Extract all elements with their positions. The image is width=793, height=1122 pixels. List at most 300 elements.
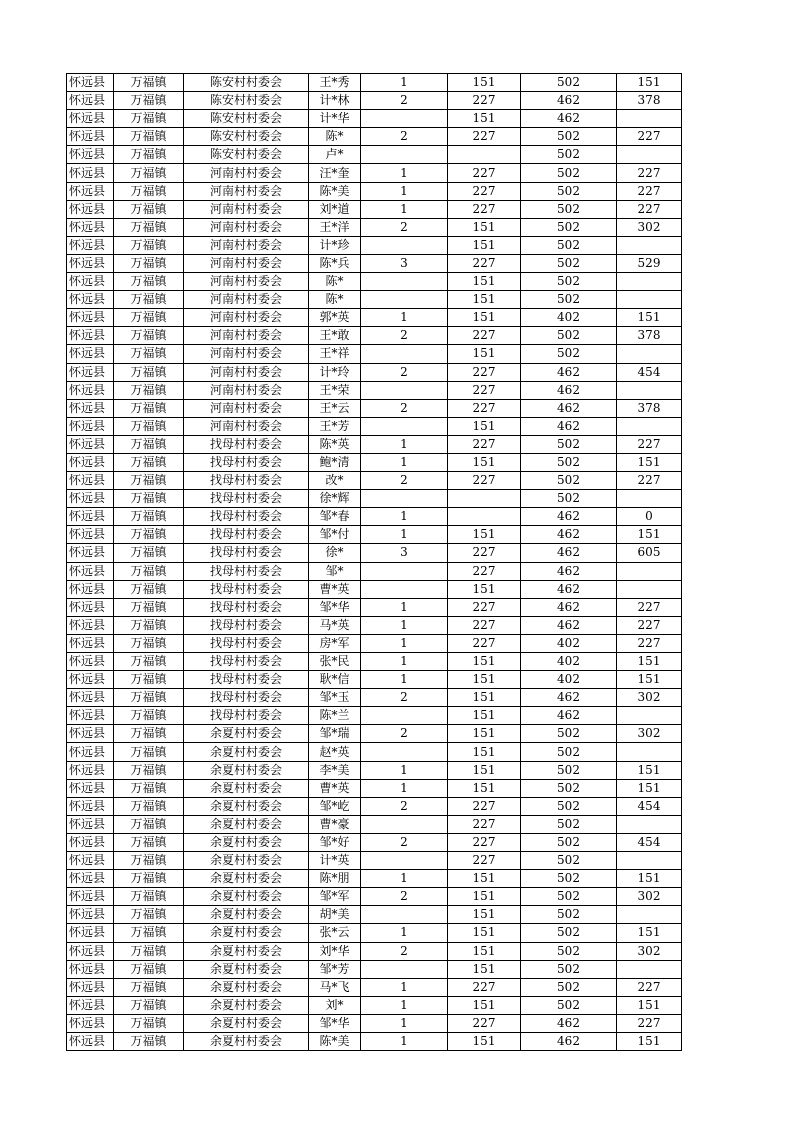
name-cell: 王*祥: [309, 345, 361, 363]
total-cell: 227: [617, 182, 682, 200]
table-row: [67, 779, 682, 797]
table-row: [67, 833, 682, 851]
amount-a-cell: 227: [448, 797, 521, 815]
amount-b-cell: 462: [521, 363, 617, 381]
name-cell: 陈*朋: [309, 870, 361, 888]
total-cell: 302: [617, 725, 682, 743]
amount-a-cell: 227: [448, 435, 521, 453]
table-row: [67, 653, 682, 671]
amount-a-cell: 227: [448, 182, 521, 200]
town-cell: 万福镇: [114, 417, 184, 435]
total-cell: 227: [617, 598, 682, 616]
count-cell: [361, 562, 448, 580]
village-committee-cell: 余夏村村委会: [184, 924, 309, 942]
village-committee-cell: 余夏村村委会: [184, 870, 309, 888]
county-cell: 怀远县: [67, 526, 114, 544]
name-cell: 邹*华: [309, 598, 361, 616]
count-cell: 1: [361, 164, 448, 182]
amount-b-cell: 402: [521, 634, 617, 652]
amount-b-cell: 502: [521, 182, 617, 200]
county-cell: 怀远县: [67, 74, 114, 92]
village-committee-cell: 河南村村委会: [184, 200, 309, 218]
amount-b-cell: 502: [521, 146, 617, 164]
amount-b-cell: 502: [521, 815, 617, 833]
amount-b-cell: 462: [521, 92, 617, 110]
village-committee-cell: 余夏村村委会: [184, 1014, 309, 1032]
count-cell: 1: [361, 200, 448, 218]
county-cell: 怀远县: [67, 761, 114, 779]
village-committee-cell: 找母村村委会: [184, 562, 309, 580]
name-cell: 邹*军: [309, 888, 361, 906]
amount-b-cell: 502: [521, 833, 617, 851]
town-cell: 万福镇: [114, 291, 184, 309]
amount-a-cell: 151: [448, 996, 521, 1014]
amount-b-cell: 502: [521, 743, 617, 761]
amount-a-cell: 151: [448, 888, 521, 906]
name-cell: 王*荣: [309, 381, 361, 399]
amount-b-cell: 462: [521, 110, 617, 128]
table-row: [67, 508, 682, 526]
county-cell: 怀远县: [67, 435, 114, 453]
table-row: [67, 725, 682, 743]
total-cell: 151: [617, 870, 682, 888]
amount-b-cell: 502: [521, 978, 617, 996]
amount-a-cell: 227: [448, 92, 521, 110]
name-cell: 李*美: [309, 761, 361, 779]
amount-b-cell: 502: [521, 200, 617, 218]
total-cell: 151: [617, 1032, 682, 1050]
county-cell: 怀远县: [67, 616, 114, 634]
total-cell: 378: [617, 92, 682, 110]
amount-b-cell: 462: [521, 1014, 617, 1032]
total-cell: 227: [617, 978, 682, 996]
amount-b-cell: 462: [521, 1032, 617, 1050]
name-cell: 刘*道: [309, 200, 361, 218]
count-cell: 1: [361, 1014, 448, 1032]
town-cell: 万福镇: [114, 490, 184, 508]
county-cell: 怀远县: [67, 128, 114, 146]
county-cell: 怀远县: [67, 236, 114, 254]
village-committee-cell: 余夏村村委会: [184, 906, 309, 924]
town-cell: 万福镇: [114, 598, 184, 616]
table-row: [67, 526, 682, 544]
table-row: [67, 164, 682, 182]
total-cell: [617, 743, 682, 761]
total-cell: 151: [617, 74, 682, 92]
count-cell: 1: [361, 74, 448, 92]
amount-b-cell: 502: [521, 779, 617, 797]
amount-a-cell: 151: [448, 1032, 521, 1050]
count-cell: 1: [361, 779, 448, 797]
amount-a-cell: 227: [448, 164, 521, 182]
town-cell: 万福镇: [114, 345, 184, 363]
total-cell: 227: [617, 634, 682, 652]
table-row: [67, 291, 682, 309]
name-cell: 邹*屹: [309, 797, 361, 815]
town-cell: 万福镇: [114, 978, 184, 996]
amount-b-cell: 502: [521, 128, 617, 146]
count-cell: 1: [361, 761, 448, 779]
village-committee-cell: 陈安村村委会: [184, 146, 309, 164]
amount-b-cell: 502: [521, 327, 617, 345]
table-row: [67, 345, 682, 363]
name-cell: 汪*奎: [309, 164, 361, 182]
amount-a-cell: 227: [448, 472, 521, 490]
name-cell: 马*飞: [309, 978, 361, 996]
table-row: [67, 146, 682, 164]
total-cell: 0: [617, 508, 682, 526]
village-committee-cell: 余夏村村委会: [184, 743, 309, 761]
town-cell: 万福镇: [114, 960, 184, 978]
name-cell: 王*云: [309, 399, 361, 417]
village-committee-cell: 找母村村委会: [184, 653, 309, 671]
total-cell: [617, 490, 682, 508]
amount-a-cell: 151: [448, 707, 521, 725]
name-cell: 刘*华: [309, 942, 361, 960]
total-cell: 151: [617, 453, 682, 471]
town-cell: 万福镇: [114, 888, 184, 906]
amount-a-cell: 151: [448, 870, 521, 888]
total-cell: 454: [617, 833, 682, 851]
amount-a-cell: 151: [448, 291, 521, 309]
village-committee-cell: 河南村村委会: [184, 182, 309, 200]
name-cell: 张*云: [309, 924, 361, 942]
town-cell: 万福镇: [114, 363, 184, 381]
county-cell: 怀远县: [67, 544, 114, 562]
village-committee-cell: 余夏村村委会: [184, 888, 309, 906]
amount-a-cell: 151: [448, 580, 521, 598]
name-cell: 计*林: [309, 92, 361, 110]
table-row: [67, 852, 682, 870]
village-committee-cell: 找母村村委会: [184, 671, 309, 689]
amount-b-cell: 462: [521, 508, 617, 526]
table-row: [67, 1014, 682, 1032]
count-cell: [361, 146, 448, 164]
total-cell: 227: [617, 472, 682, 490]
table-row: [67, 562, 682, 580]
name-cell: 曹*英: [309, 580, 361, 598]
name-cell: 陈*英: [309, 435, 361, 453]
table-row: [67, 544, 682, 562]
village-committee-cell: 找母村村委会: [184, 707, 309, 725]
total-cell: [617, 236, 682, 254]
total-cell: 227: [617, 1014, 682, 1032]
name-cell: 计*玲: [309, 363, 361, 381]
county-cell: 怀远县: [67, 254, 114, 272]
total-cell: 227: [617, 616, 682, 634]
amount-a-cell: 227: [448, 978, 521, 996]
county-cell: 怀远县: [67, 634, 114, 652]
amount-a-cell: 227: [448, 562, 521, 580]
count-cell: [361, 273, 448, 291]
amount-a-cell: 151: [448, 960, 521, 978]
table-row: [67, 363, 682, 381]
town-cell: 万福镇: [114, 128, 184, 146]
town-cell: 万福镇: [114, 399, 184, 417]
table-row: [67, 707, 682, 725]
table-row: [67, 200, 682, 218]
county-cell: 怀远县: [67, 417, 114, 435]
town-cell: 万福镇: [114, 562, 184, 580]
village-committee-cell: 河南村村委会: [184, 291, 309, 309]
name-cell: 房*军: [309, 634, 361, 652]
village-committee-cell: 余夏村村委会: [184, 833, 309, 851]
total-cell: 302: [617, 888, 682, 906]
amount-b-cell: 502: [521, 960, 617, 978]
name-cell: 陈*: [309, 291, 361, 309]
town-cell: 万福镇: [114, 653, 184, 671]
table-row: [67, 128, 682, 146]
village-committee-cell: 河南村村委会: [184, 363, 309, 381]
amount-a-cell: 151: [448, 345, 521, 363]
table-row: [67, 435, 682, 453]
name-cell: 王*洋: [309, 218, 361, 236]
table-row: [67, 634, 682, 652]
total-cell: 151: [617, 779, 682, 797]
amount-a-cell: 151: [448, 236, 521, 254]
amount-a-cell: 151: [448, 761, 521, 779]
amount-a-cell: 227: [448, 833, 521, 851]
amount-b-cell: 462: [521, 544, 617, 562]
village-committee-cell: 河南村村委会: [184, 236, 309, 254]
village-committee-cell: 余夏村村委会: [184, 797, 309, 815]
total-cell: 302: [617, 689, 682, 707]
amount-b-cell: 402: [521, 671, 617, 689]
amount-a-cell: 151: [448, 725, 521, 743]
count-cell: [361, 110, 448, 128]
count-cell: 1: [361, 309, 448, 327]
total-cell: 227: [617, 164, 682, 182]
count-cell: [361, 707, 448, 725]
count-cell: 1: [361, 616, 448, 634]
county-cell: 怀远县: [67, 92, 114, 110]
total-cell: [617, 960, 682, 978]
amount-b-cell: 462: [521, 417, 617, 435]
amount-b-cell: 502: [521, 797, 617, 815]
town-cell: 万福镇: [114, 254, 184, 272]
name-cell: 马*英: [309, 616, 361, 634]
amount-b-cell: 502: [521, 345, 617, 363]
county-cell: 怀远县: [67, 273, 114, 291]
count-cell: 2: [361, 218, 448, 236]
amount-b-cell: 502: [521, 218, 617, 236]
name-cell: 鲍*清: [309, 453, 361, 471]
name-cell: 陈*: [309, 273, 361, 291]
town-cell: 万福镇: [114, 146, 184, 164]
village-committee-cell: 找母村村委会: [184, 435, 309, 453]
amount-a-cell: 227: [448, 327, 521, 345]
count-cell: [361, 381, 448, 399]
count-cell: 2: [361, 472, 448, 490]
name-cell: 卢*: [309, 146, 361, 164]
county-cell: 怀远县: [67, 960, 114, 978]
amount-a-cell: [448, 508, 521, 526]
amount-a-cell: 151: [448, 942, 521, 960]
name-cell: 王*芳: [309, 417, 361, 435]
count-cell: 1: [361, 924, 448, 942]
county-cell: 怀远县: [67, 978, 114, 996]
town-cell: 万福镇: [114, 580, 184, 598]
total-cell: [617, 815, 682, 833]
town-cell: 万福镇: [114, 526, 184, 544]
count-cell: 1: [361, 671, 448, 689]
name-cell: 计*英: [309, 852, 361, 870]
count-cell: 2: [361, 363, 448, 381]
amount-a-cell: 151: [448, 74, 521, 92]
table-row: [67, 743, 682, 761]
village-committee-cell: 余夏村村委会: [184, 852, 309, 870]
count-cell: 2: [361, 128, 448, 146]
count-cell: [361, 906, 448, 924]
total-cell: 378: [617, 399, 682, 417]
village-committee-cell: 余夏村村委会: [184, 996, 309, 1014]
county-cell: 怀远县: [67, 164, 114, 182]
town-cell: 万福镇: [114, 852, 184, 870]
name-cell: 曹*豪: [309, 815, 361, 833]
count-cell: [361, 743, 448, 761]
village-committee-cell: 找母村村委会: [184, 580, 309, 598]
table-row: [67, 236, 682, 254]
amount-a-cell: 227: [448, 1014, 521, 1032]
town-cell: 万福镇: [114, 942, 184, 960]
town-cell: 万福镇: [114, 1032, 184, 1050]
village-committee-cell: 找母村村委会: [184, 508, 309, 526]
amount-b-cell: 462: [521, 580, 617, 598]
total-cell: [617, 146, 682, 164]
total-cell: 605: [617, 544, 682, 562]
amount-a-cell: 227: [448, 598, 521, 616]
name-cell: 陈*美: [309, 1032, 361, 1050]
count-cell: 1: [361, 996, 448, 1014]
village-committee-cell: 找母村村委会: [184, 544, 309, 562]
count-cell: 2: [361, 92, 448, 110]
count-cell: 1: [361, 435, 448, 453]
town-cell: 万福镇: [114, 906, 184, 924]
county-cell: 怀远县: [67, 924, 114, 942]
town-cell: 万福镇: [114, 182, 184, 200]
amount-a-cell: 151: [448, 309, 521, 327]
village-committee-cell: 余夏村村委会: [184, 1032, 309, 1050]
amount-b-cell: 502: [521, 761, 617, 779]
county-cell: 怀远县: [67, 852, 114, 870]
count-cell: 2: [361, 725, 448, 743]
table-row: [67, 74, 682, 92]
count-cell: 2: [361, 942, 448, 960]
village-committee-cell: 陈安村村委会: [184, 128, 309, 146]
table-row: [67, 273, 682, 291]
total-cell: [617, 417, 682, 435]
town-cell: 万福镇: [114, 689, 184, 707]
name-cell: 陈*美: [309, 182, 361, 200]
county-cell: 怀远县: [67, 870, 114, 888]
village-committee-cell: 河南村村委会: [184, 218, 309, 236]
county-cell: 怀远县: [67, 472, 114, 490]
table-row: [67, 309, 682, 327]
table-row: [67, 888, 682, 906]
table-row: [67, 92, 682, 110]
county-cell: 怀远县: [67, 363, 114, 381]
village-committee-cell: 找母村村委会: [184, 490, 309, 508]
table-row: [67, 978, 682, 996]
table-row: [67, 453, 682, 471]
name-cell: 邹*付: [309, 526, 361, 544]
town-cell: 万福镇: [114, 707, 184, 725]
table-row: [67, 960, 682, 978]
town-cell: 万福镇: [114, 815, 184, 833]
count-cell: 2: [361, 833, 448, 851]
count-cell: 1: [361, 1032, 448, 1050]
county-cell: 怀远县: [67, 815, 114, 833]
table-row: [67, 580, 682, 598]
name-cell: 计*华: [309, 110, 361, 128]
county-cell: 怀远县: [67, 725, 114, 743]
name-cell: 张*民: [309, 653, 361, 671]
name-cell: 刘*: [309, 996, 361, 1014]
county-cell: 怀远县: [67, 218, 114, 236]
count-cell: [361, 417, 448, 435]
total-cell: 151: [617, 761, 682, 779]
name-cell: 邹*芳: [309, 960, 361, 978]
table-row: [67, 110, 682, 128]
village-committee-cell: 河南村村委会: [184, 327, 309, 345]
village-committee-cell: 河南村村委会: [184, 273, 309, 291]
table-row: [67, 472, 682, 490]
count-cell: 1: [361, 526, 448, 544]
amount-b-cell: 502: [521, 906, 617, 924]
total-cell: [617, 852, 682, 870]
amount-b-cell: 502: [521, 870, 617, 888]
amount-b-cell: 502: [521, 164, 617, 182]
amount-a-cell: 227: [448, 399, 521, 417]
total-cell: 151: [617, 526, 682, 544]
count-cell: 1: [361, 870, 448, 888]
village-committee-cell: 河南村村委会: [184, 164, 309, 182]
name-cell: 陈*兵: [309, 254, 361, 272]
village-committee-cell: 找母村村委会: [184, 453, 309, 471]
town-cell: 万福镇: [114, 435, 184, 453]
table-row: [67, 490, 682, 508]
town-cell: 万福镇: [114, 924, 184, 942]
village-committee-cell: 河南村村委会: [184, 254, 309, 272]
count-cell: 1: [361, 182, 448, 200]
table-row: [67, 689, 682, 707]
county-cell: 怀远县: [67, 309, 114, 327]
total-cell: [617, 273, 682, 291]
village-committee-cell: 河南村村委会: [184, 399, 309, 417]
county-cell: 怀远县: [67, 707, 114, 725]
village-committee-cell: 陈安村村委会: [184, 74, 309, 92]
count-cell: 1: [361, 453, 448, 471]
total-cell: [617, 345, 682, 363]
amount-b-cell: 502: [521, 472, 617, 490]
amount-b-cell: 462: [521, 381, 617, 399]
name-cell: 邹*春: [309, 508, 361, 526]
county-cell: 怀远县: [67, 1032, 114, 1050]
name-cell: 赵*英: [309, 743, 361, 761]
name-cell: 邹*好: [309, 833, 361, 851]
town-cell: 万福镇: [114, 996, 184, 1014]
town-cell: 万福镇: [114, 833, 184, 851]
amount-a-cell: 151: [448, 779, 521, 797]
village-committee-cell: 找母村村委会: [184, 472, 309, 490]
town-cell: 万福镇: [114, 870, 184, 888]
amount-a-cell: 151: [448, 743, 521, 761]
total-cell: [617, 707, 682, 725]
total-cell: 151: [617, 309, 682, 327]
table-row: [67, 616, 682, 634]
county-cell: 怀远县: [67, 689, 114, 707]
town-cell: 万福镇: [114, 779, 184, 797]
